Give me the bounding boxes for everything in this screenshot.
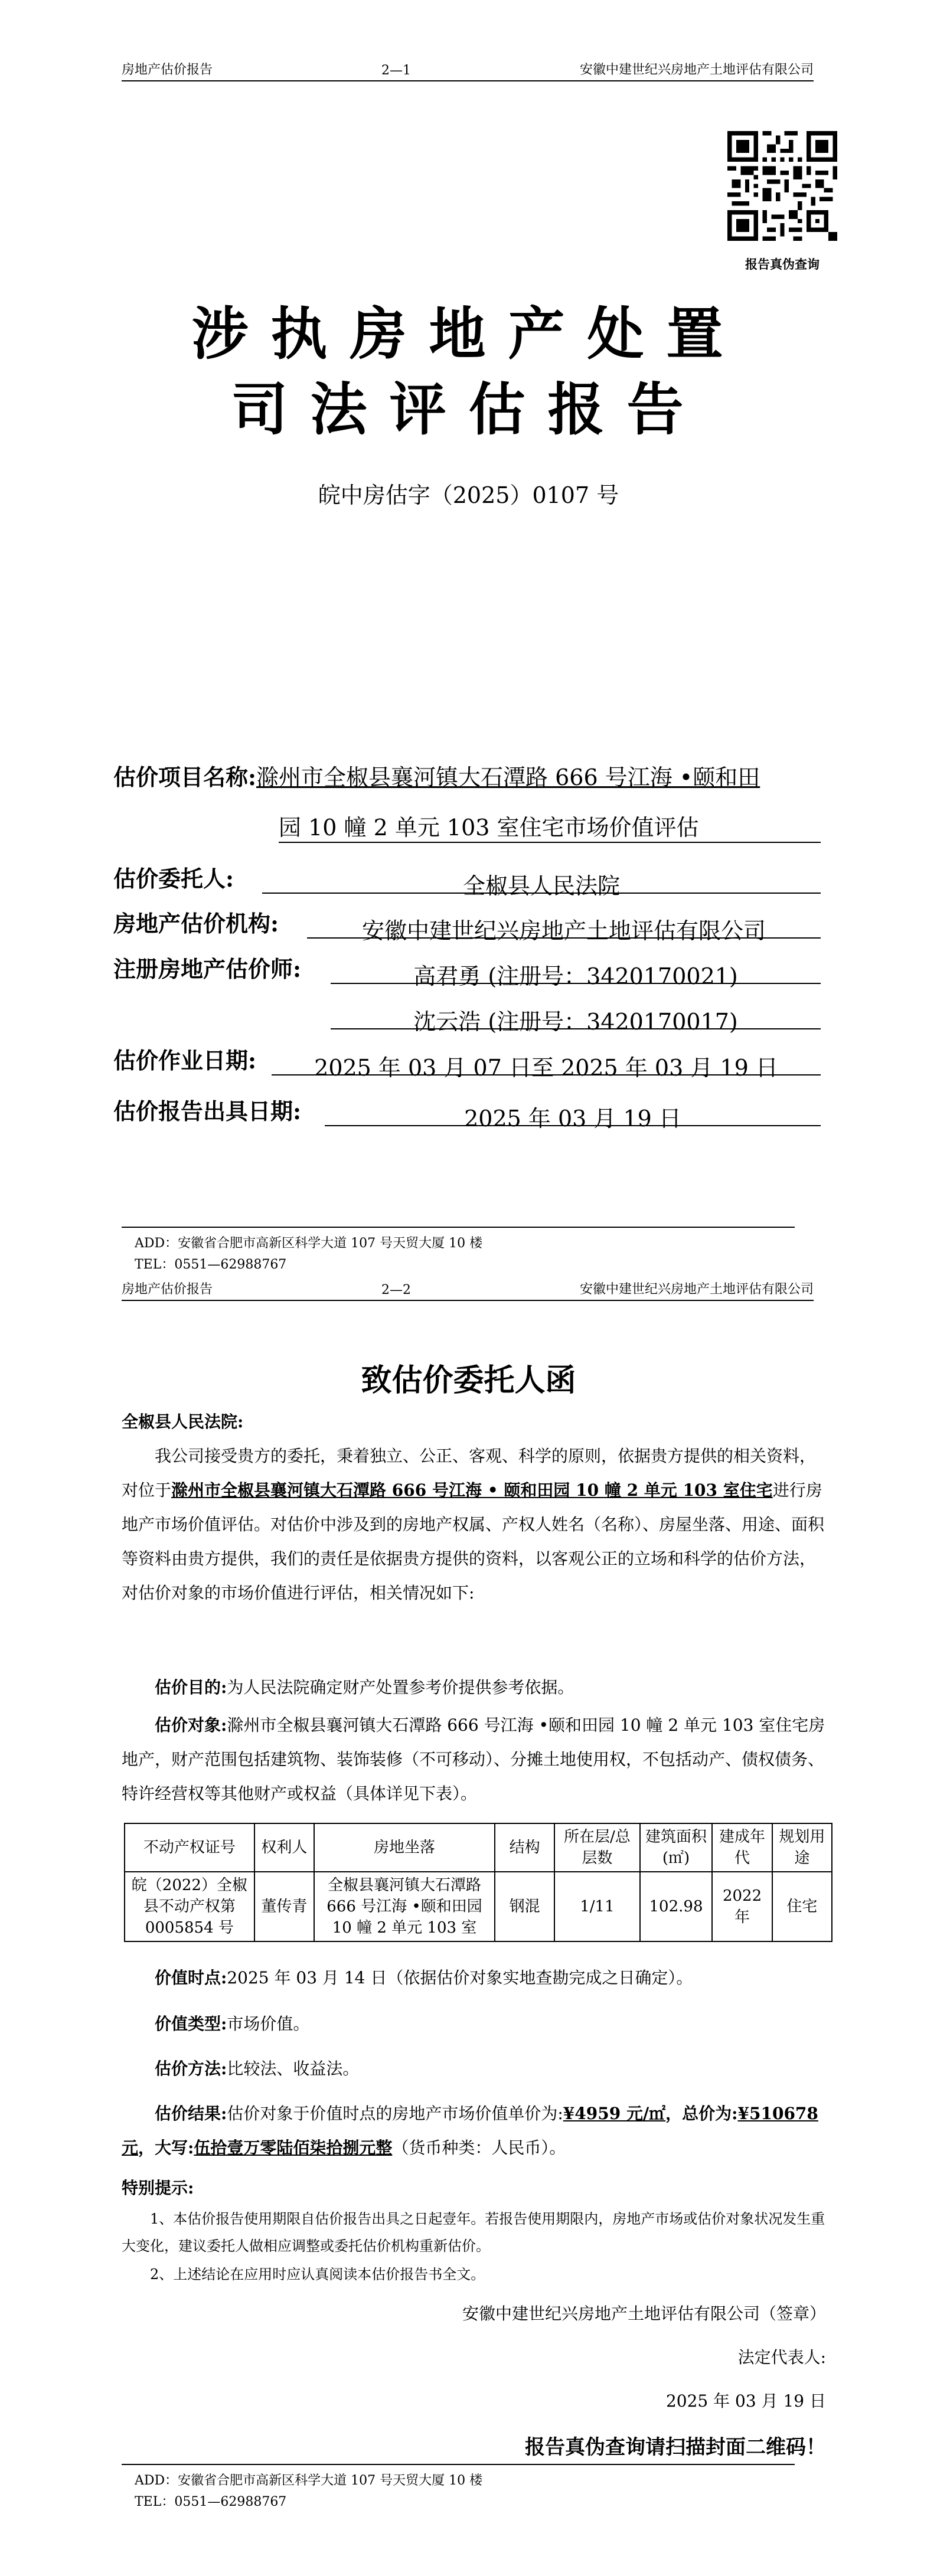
- table-cell: 皖（2022）全椒县不动产权第 0005854 号: [125, 1872, 254, 1941]
- table-row: [125, 1872, 832, 1941]
- table-cell: 住宅: [772, 1872, 832, 1941]
- purpose-value: 为人民法院确定财产处置参考价提供参考依据。: [227, 1678, 574, 1697]
- table-cell: 董传青: [254, 1872, 314, 1941]
- value-type-label: 价值类型:: [155, 2014, 227, 2034]
- note-2: 2、上述结论在应用时应认真阅读本估价报告书全文。: [150, 2266, 485, 2283]
- result-label: 估价结果:: [155, 2104, 227, 2123]
- letter-salutation: 全椒县人民法院:: [122, 1412, 244, 1431]
- cover-title-line2: 司法评估报告: [231, 376, 706, 443]
- underline: [307, 937, 821, 939]
- issue-date-value: 2025 年 03 月 19 日: [464, 1106, 681, 1132]
- table-header: 权利人: [254, 1823, 314, 1872]
- header-left: 房地产估价报告: [122, 1282, 213, 1297]
- table-cell: 1/11: [554, 1872, 639, 1941]
- table-header: 建成年代: [712, 1823, 772, 1872]
- footer-rule: [122, 2464, 795, 2465]
- header-page-number: 2—1: [381, 63, 411, 78]
- object-label: 估价对象:: [155, 1715, 227, 1735]
- footer-tel: TEL：0551—62988767: [135, 1257, 287, 1272]
- value-time-value: 2025 年 03 月 14 日（依据估价对象实地查勘完成之日确定）。: [227, 1968, 693, 1987]
- method-label: 估价方法:: [155, 2059, 227, 2078]
- notes-label: 特别提示:: [122, 2178, 194, 2198]
- table-header-row: [125, 1823, 832, 1872]
- underline: [262, 893, 821, 894]
- table-header: 房地坐落: [314, 1823, 495, 1872]
- result-total-upper: 伍拾壹万零陆佰柒拾捌元整: [194, 2138, 393, 2157]
- qr-code[interactable]: [727, 131, 837, 241]
- result-text-c: ，大写:: [138, 2138, 194, 2157]
- footer-rule: [122, 1227, 795, 1228]
- appraiser-label: 注册房地产估价师:: [113, 956, 302, 982]
- issue-date-label: 估价报告出具日期:: [113, 1098, 302, 1124]
- table-cell: 钢混: [495, 1872, 554, 1941]
- method-row: [122, 2052, 830, 2086]
- table-header: 规划用途: [772, 1823, 832, 1872]
- sign-date: 2025 年 03 月 19 日: [665, 2391, 826, 2411]
- underline: [325, 1125, 821, 1126]
- value-type-value: 市场价值。: [227, 2014, 310, 2034]
- purpose-label: 估价目的:: [155, 1678, 227, 1697]
- client-value: 全椒县人民法院: [462, 873, 620, 899]
- appraiser-1: 高君勇 (注册号：3420170021): [413, 963, 738, 989]
- footer-address: ADD：安徽省合肥市高新区科学大道 107 号天贸大厦 10 楼: [135, 2473, 483, 2488]
- note-1: 1、本估价报告使用期限自估价报告出具之日起壹年。若报告使用期限内，房地产市场或估价对象状况发生重大变化，建议委托人做相应调整或委托估价机构重新估价。: [122, 2211, 825, 2254]
- table-header: 不动产权证号: [125, 1823, 254, 1872]
- purpose-row: [122, 1671, 830, 1705]
- table-cell: 全椒县襄河镇大石潭路 666 号江海 •颐和田园 10 幢 2 单元 103 室: [314, 1872, 495, 1941]
- result-text-d: （货币种类：人民币）。: [392, 2138, 566, 2157]
- intro-property: 滁州市全椒县襄河镇大石潭路 666 号江海 • 颐和田园 10 幢 2 单元 103 室住宅: [171, 1480, 773, 1500]
- agency-label: 房地产估价机构:: [113, 910, 279, 937]
- client-label: 估价委托人:: [113, 865, 234, 892]
- sign-representative: 法定代表人:: [737, 2348, 826, 2367]
- project-value-line2: 园 10 幢 2 单元 103 室住宅市场价值评估: [279, 815, 699, 841]
- doc-number: 皖中房估字（2025）0107 号: [318, 482, 619, 508]
- footer-tel: TEL：0551—62988767: [135, 2495, 287, 2509]
- letter-title: 致估价委托人函: [361, 1362, 576, 1398]
- footer-address: ADD：安徽省合肥市高新区科学大道 107 号天贸大厦 10 楼: [135, 1236, 483, 1251]
- value-time-label: 价值时点:: [155, 1968, 227, 1987]
- project-row: [113, 766, 760, 789]
- result-text-a: 估价对象于价值时点的房地产市场价值单价为:: [227, 2104, 563, 2123]
- verify-note: 报告真伪查询请扫描封面二维码！: [525, 2436, 826, 2459]
- underline: [272, 1074, 821, 1075]
- table-header: 所在层/总层数: [554, 1823, 639, 1872]
- header-left: 房地产估价报告: [122, 63, 213, 77]
- object-row: [122, 1708, 830, 1811]
- table-header: 建筑面积(㎡): [640, 1823, 713, 1872]
- property-table: [124, 1823, 832, 1942]
- result-unit-price: ¥4959 元/㎡: [563, 2104, 666, 2123]
- work-date-value: 2025 年 03 月 07 日至 2025 年 03 月 19 日: [314, 1055, 778, 1081]
- object-value: 滁州市全椒县襄河镇大石潭路 666 号江海 •颐和田园 10 幢 2 单元 103 室住宅房地产，财产范围包括建筑物、装饰装修（不可移动）、分摊土地使用权，不包括动产、债权债务、特许经营权等其他财产或权益（具体详见下表）。: [122, 1715, 825, 1803]
- table-header: 结构: [495, 1823, 554, 1872]
- table-cell: 2022 年: [712, 1872, 772, 1941]
- project-label: 估价项目名称:: [113, 764, 257, 790]
- underline: [331, 1028, 821, 1029]
- sign-company: 安徽中建世纪兴房地产土地评估有限公司（签章）: [462, 2304, 826, 2323]
- value-type-row: [122, 2007, 830, 2041]
- value-time-row: [122, 1961, 830, 1995]
- cover-title-line1: 涉执房地产处置: [191, 300, 746, 367]
- project-value-line1: 滁州市全椒县襄河镇大石潭路 666 号江海 •颐和田: [256, 764, 760, 790]
- letter-intro: [122, 1439, 830, 1610]
- header-page-number: 2—2: [381, 1283, 411, 1297]
- table-cell: 102.98: [640, 1872, 713, 1941]
- qr-label: 报告真伪查询: [745, 257, 820, 272]
- intro-text-b: 进行房地产市场价值评估。对估价中涉及到的房地产权属、产权人姓名（名称）、房屋坐落、用途、面积等资料由贵方提供，我们的责任是依据贵方提供的资料，以客观公正的立场和科学的估价方法，对估价对象的市场价值进行评估，相关情况如下:: [122, 1480, 825, 1603]
- agency-value: 安徽中建世纪兴房地产土地评估有限公司: [361, 918, 766, 944]
- page-header: [122, 58, 814, 81]
- header-company: 安徽中建世纪兴房地产土地评估有限公司: [579, 1282, 814, 1297]
- underline: [279, 842, 821, 843]
- result-row: [122, 2097, 830, 2165]
- result-text-b: ，总价为:: [665, 2104, 738, 2123]
- work-date-label: 估价作业日期:: [113, 1047, 257, 1074]
- page-header: [122, 1277, 814, 1301]
- underline: [331, 983, 821, 984]
- intro-text-a: 我公司接受贵方的委托，秉着独立、公正、客观、科学的原则，依据贵方提供的相关资料，对位于: [122, 1446, 817, 1500]
- appraiser-2: 沈云浩 (注册号：3420170017): [413, 1009, 738, 1035]
- header-company: 安徽中建世纪兴房地产土地评估有限公司: [579, 63, 814, 77]
- method-value: 比较法、收益法。: [227, 2059, 360, 2078]
- result-total-price: ¥510678 元: [122, 2104, 818, 2157]
